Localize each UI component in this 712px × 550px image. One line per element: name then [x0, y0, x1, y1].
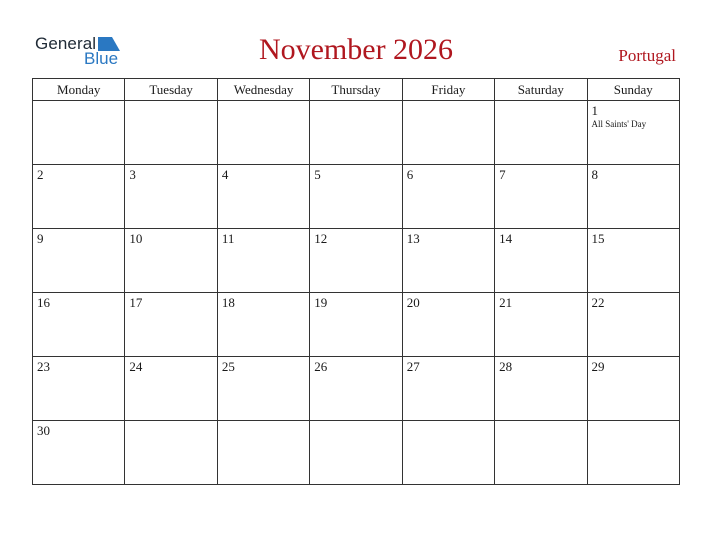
holiday-label: All Saints' Day — [591, 119, 647, 129]
day-cell[interactable] — [217, 357, 309, 421]
weekday-header: Thursday — [310, 79, 402, 101]
day-cell[interactable] — [125, 421, 217, 485]
week-row — [33, 421, 680, 485]
day-number: 24 — [129, 359, 143, 374]
day-cell[interactable] — [125, 101, 217, 165]
day-cell[interactable] — [402, 293, 494, 357]
weekday-header: Sunday — [587, 79, 679, 101]
day-cell[interactable] — [587, 357, 679, 421]
day-number: 5 — [314, 167, 321, 182]
day-cell[interactable] — [587, 165, 679, 229]
weekday-header: Saturday — [495, 79, 587, 101]
day-cell[interactable] — [310, 101, 402, 165]
day-cell[interactable] — [33, 165, 125, 229]
day-cell[interactable] — [125, 357, 217, 421]
country-label: Portugal — [618, 46, 676, 65]
day-cell[interactable] — [495, 165, 587, 229]
day-cell[interactable] — [495, 421, 587, 485]
weekday-header: Wednesday — [217, 79, 309, 101]
page-title: November 2026 — [258, 33, 454, 66]
day-cell[interactable] — [33, 293, 125, 357]
calendar-body — [33, 101, 680, 485]
day-number: 3 — [129, 167, 136, 182]
day-cell[interactable] — [310, 293, 402, 357]
day-cell[interactable] — [587, 293, 679, 357]
day-number: 7 — [499, 167, 506, 182]
day-cell[interactable] — [310, 165, 402, 229]
day-number — [495, 421, 586, 423]
day-cell[interactable] — [402, 421, 494, 485]
day-cell[interactable] — [125, 293, 217, 357]
day-number: 25 — [221, 359, 235, 374]
day-cell[interactable] — [402, 165, 494, 229]
day-number: 22 — [591, 295, 605, 310]
day-number: 9 — [37, 231, 44, 246]
calendar-grid — [32, 78, 680, 485]
day-number — [33, 101, 124, 103]
day-number — [125, 101, 216, 103]
day-number: 19 — [314, 295, 328, 310]
day-number: 29 — [591, 359, 605, 374]
day-cell[interactable] — [217, 421, 309, 485]
weekday-header-row — [33, 79, 680, 101]
week-row — [33, 293, 680, 357]
day-number: 12 — [314, 231, 328, 246]
day-number: 23 — [37, 359, 50, 374]
day-cell[interactable] — [217, 293, 309, 357]
day-number — [310, 421, 401, 423]
day-cell[interactable] — [125, 165, 217, 229]
day-number: 21 — [499, 295, 513, 310]
week-row — [33, 165, 680, 229]
day-number — [403, 421, 494, 423]
day-cell[interactable] — [587, 421, 679, 485]
day-cell[interactable] — [33, 357, 125, 421]
logo-text-general: General — [35, 34, 97, 53]
day-number — [403, 101, 494, 103]
day-number — [218, 421, 309, 423]
day-number: 18 — [221, 295, 235, 310]
day-cell[interactable] — [125, 229, 217, 293]
week-row — [33, 101, 680, 165]
day-cell[interactable] — [33, 229, 125, 293]
day-number: 4 — [221, 167, 229, 182]
day-cell[interactable] — [495, 101, 587, 165]
day-number: 11 — [221, 231, 235, 246]
day-cell[interactable] — [495, 357, 587, 421]
day-cell[interactable] — [587, 101, 679, 165]
logo-text-blue: Blue — [84, 49, 119, 68]
day-number: 27 — [406, 359, 420, 374]
day-number — [125, 421, 216, 423]
day-number: 2 — [37, 167, 44, 182]
day-cell[interactable] — [310, 421, 402, 485]
day-cell[interactable] — [587, 229, 679, 293]
day-number: 13 — [406, 231, 420, 246]
day-number: 6 — [406, 167, 414, 182]
day-cell[interactable] — [310, 229, 402, 293]
day-cell[interactable] — [495, 229, 587, 293]
day-cell[interactable] — [217, 229, 309, 293]
day-number: 14 — [499, 231, 513, 246]
weekday-header: Friday — [402, 79, 494, 101]
day-number: 16 — [37, 295, 50, 310]
day-number: 15 — [591, 231, 605, 246]
day-number: 1 — [591, 103, 599, 118]
day-number: 30 — [37, 423, 50, 438]
day-number — [588, 421, 679, 423]
day-cell[interactable] — [402, 101, 494, 165]
day-cell[interactable] — [217, 101, 309, 165]
day-number: 20 — [406, 295, 420, 310]
day-cell[interactable] — [33, 421, 125, 485]
day-number — [218, 101, 309, 103]
day-number: 26 — [314, 359, 328, 374]
day-number: 17 — [129, 295, 143, 310]
day-cell[interactable] — [33, 101, 125, 165]
weekday-header: Monday — [33, 79, 125, 101]
weekday-header: Tuesday — [125, 79, 217, 101]
day-number — [310, 101, 401, 103]
day-cell[interactable] — [402, 229, 494, 293]
day-cell[interactable] — [217, 165, 309, 229]
day-number — [495, 101, 586, 103]
day-cell[interactable] — [402, 357, 494, 421]
day-number: 8 — [591, 167, 599, 182]
week-row — [33, 229, 680, 293]
week-row — [33, 357, 680, 421]
day-cell[interactable] — [495, 293, 587, 357]
day-cell[interactable] — [310, 357, 402, 421]
day-number: 28 — [499, 359, 513, 374]
day-number: 10 — [129, 231, 143, 246]
